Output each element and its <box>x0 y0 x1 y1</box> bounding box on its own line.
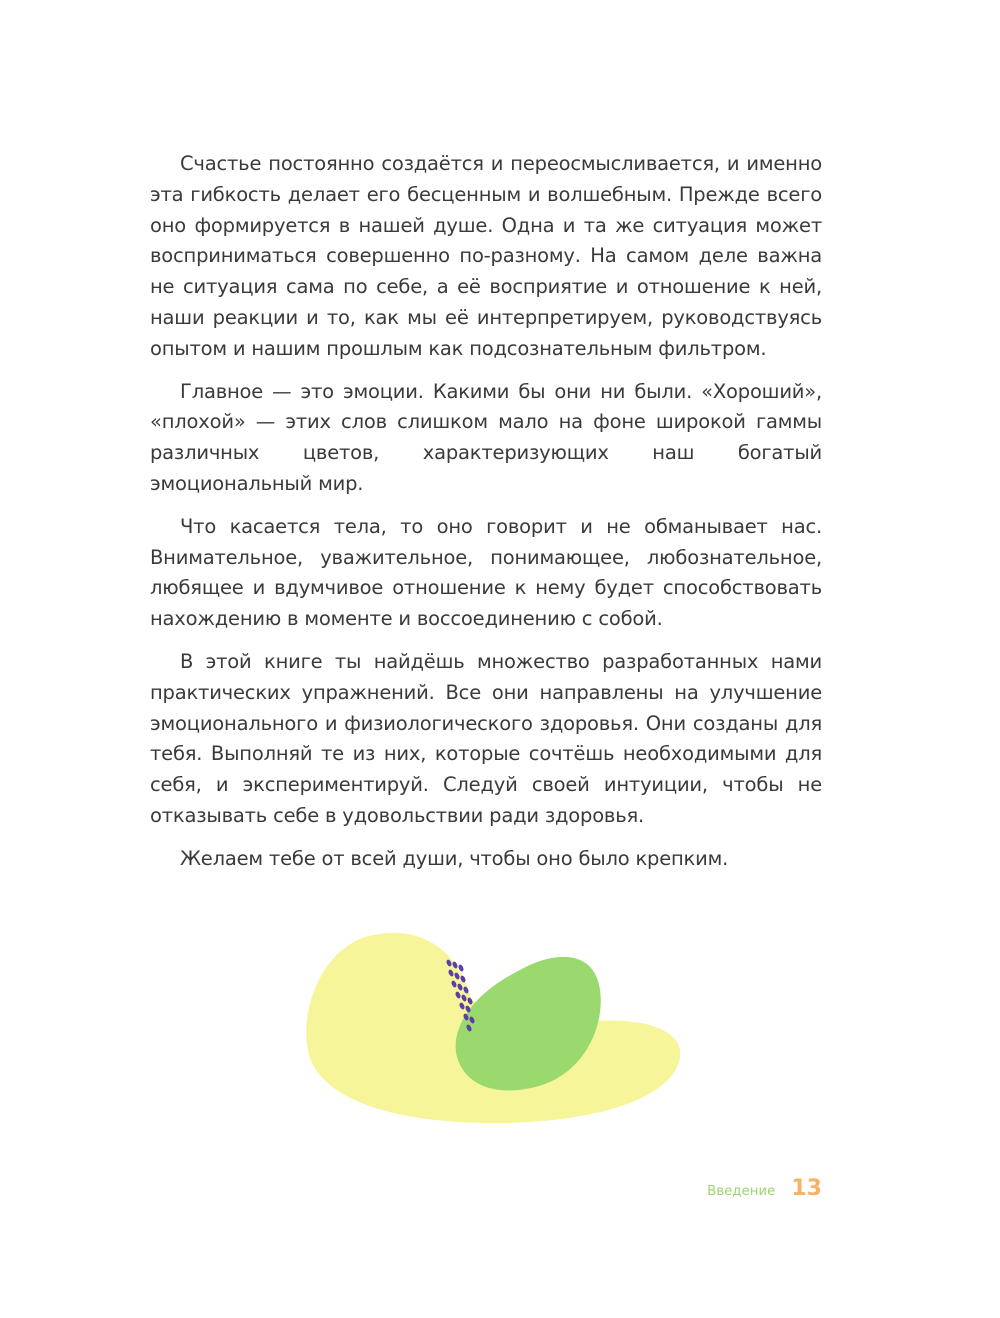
paragraph: В этой книге ты найдёшь множество разработанных нами практических упражнений. Все они направлены на улучшение эмоционального и физиологического здоровья. Они созданы для тебя. Выполняй те из них, которые сочтёшь необходимыми для себя, и экспериментируй. Следуй своей интуиции, чтобы не отказывать себе в удовольствии ради здоровья. <box>150 649 822 827</box>
paragraph: Что касается тела, то оно говорит и не обманывает нас. Внимательное, уважительное, понимающее, любознательное, любящее и вдумчивое отношение к нему будет способствовать нахождению в моменте и воссоединению с собой. <box>150 514 822 631</box>
running-section-title: Введение <box>707 1184 776 1199</box>
paragraph: Главное — это эмоции. Какими бы они ни были. «Хороший», «плохой» — этих слов слишком мало на фоне широкой гаммы различных цветов, характеризующих наш богатый эмоциональный мир. <box>150 379 822 495</box>
paragraph: Счастье постоянно создаётся и переосмысливается, и именно эта гибкость делает его бесценным и волшебным. Прежде всего оно формируется в нашей душе. Одна и та же ситуация может восприниматься совершенно по-разному. На самом деле важна не ситуация сама по себе, а её восприятие и отношение к ней, наши реакции и то, как мы её интерпретируем, руководствуясь опытом и нашим прошлым как подсознательным фильтром. <box>150 152 822 360</box>
page-body <box>150 149 822 887</box>
page-footer <box>707 1176 822 1201</box>
paragraph: Желаем тебе от всей души, чтобы оно было крепким. <box>180 846 729 870</box>
page-number: 13 <box>791 1176 822 1201</box>
decorative-illustration <box>295 925 695 1135</box>
